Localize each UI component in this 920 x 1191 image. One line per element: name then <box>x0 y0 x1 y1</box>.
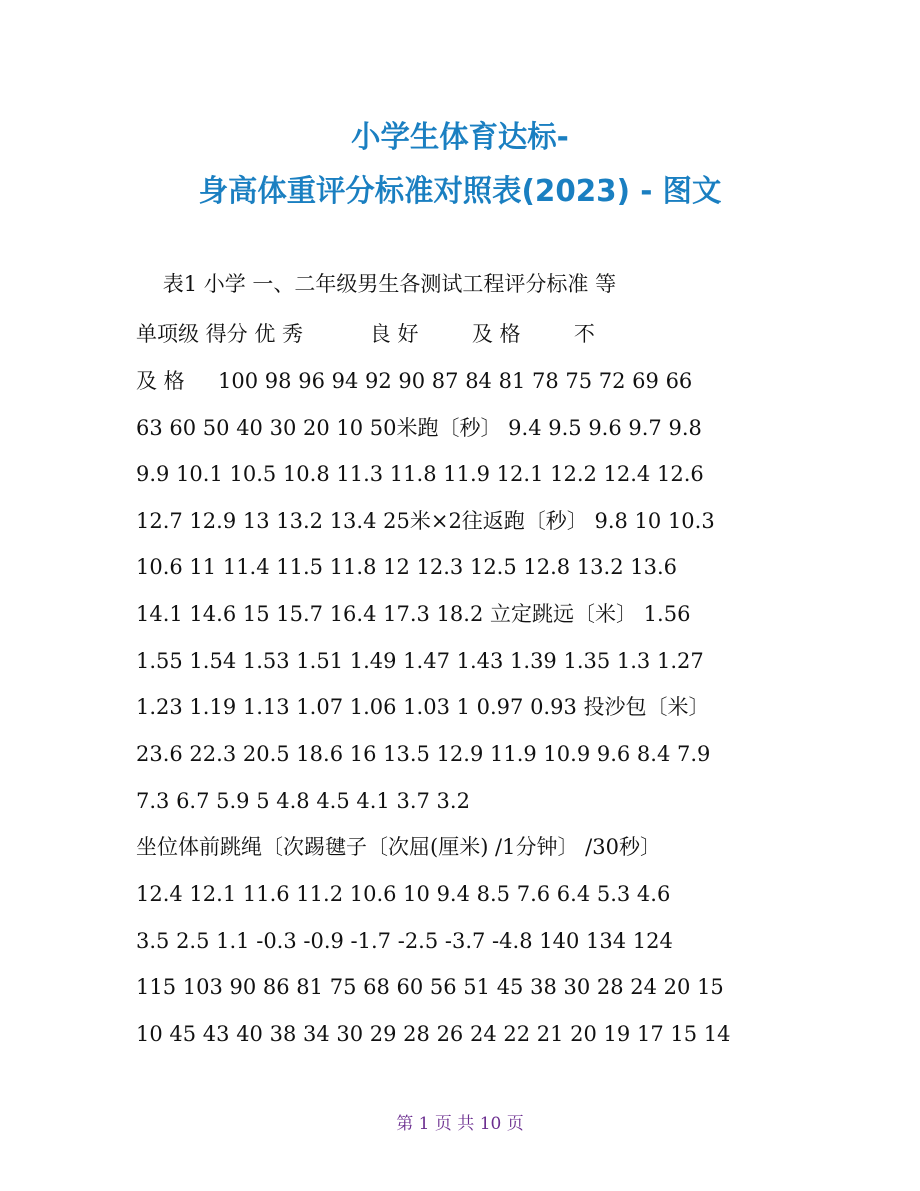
body-line: 115 103 90 86 81 75 68 60 56 51 45 38 30 28 24 20 15 <box>136 975 724 999</box>
body-line: 23.6 22.3 20.5 18.6 16 13.5 12.9 11.9 10.9 9.6 8.4 7.9 <box>136 742 711 766</box>
body-line: 12.4 12.1 11.6 11.2 10.6 10 9.4 8.5 7.6 6.4 5.3 4.6 <box>136 882 671 906</box>
page-number-footer: 第 1 页 共 10 页 <box>396 1114 524 1134</box>
body-line: 10.6 11 11.4 11.5 11.8 12 12.3 12.5 12.8 13.2 13.6 <box>136 555 678 579</box>
body-line: 63 60 50 40 30 20 10 50米跑〔秒〕 9.4 9.5 9.6 9.7 9.8 <box>136 416 702 440</box>
body-line: 坐位体前跳绳〔次踢毽子〔次屈(厘米) /1分钟〕 /30秒〕 <box>136 835 661 859</box>
body-line: 单项级 得分 优 秀 良 好 及 格 不 <box>136 322 595 346</box>
body-line: 1.23 1.19 1.13 1.07 1.06 1.03 1 0.97 0.93 投沙包〔米〕 <box>136 695 710 719</box>
body-line: 1.55 1.54 1.53 1.51 1.49 1.47 1.43 1.39 1.35 1.3 1.27 <box>136 649 704 673</box>
body-line: 9.9 10.1 10.5 10.8 11.3 11.8 11.9 12.1 12.2 12.4 12.6 <box>136 462 704 486</box>
document-title-line-1: 小学生体育达标- <box>351 120 569 155</box>
body-line: 3.5 2.5 1.1 -0.3 -0.9 -1.7 -2.5 -3.7 -4.8 140 134 124 <box>136 929 673 953</box>
body-line: 14.1 14.6 15 15.7 16.4 17.3 18.2 立定跳远〔米〕 1.56 <box>136 602 691 626</box>
body-line: 10 45 43 40 38 34 30 29 28 26 24 22 21 20 19 17 15 14 <box>136 1022 731 1046</box>
body-line: 表1 小学 一、二年级男生各测试工程评分标准 等 <box>136 272 617 296</box>
document-title-line-2: 身高体重评分标准对照表(2023) - 图文 <box>198 174 722 209</box>
body-line: 12.7 12.9 13 13.2 13.4 25米×2往返跑〔秒〕 9.8 10 10.3 <box>136 509 715 533</box>
body-line: 及 格 100 98 96 94 92 90 87 84 81 78 75 72 69 66 <box>136 369 693 393</box>
body-line: 7.3 6.7 5.9 5 4.8 4.5 4.1 3.7 3.2 <box>136 789 470 813</box>
